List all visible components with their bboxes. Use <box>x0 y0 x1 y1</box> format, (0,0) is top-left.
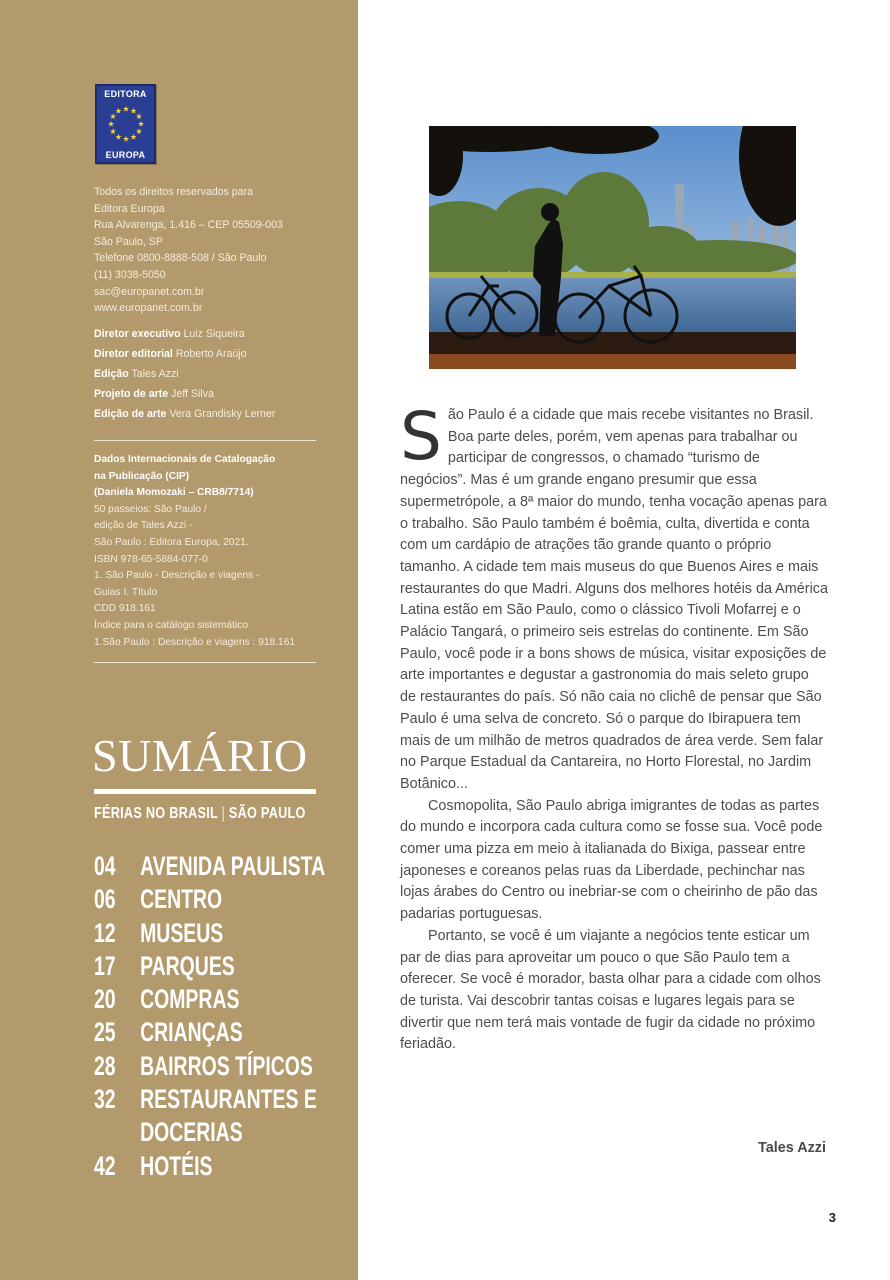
logo-bottom-text: EUROPA <box>105 150 146 160</box>
credit-role: Edição <box>94 368 129 380</box>
star-icon <box>115 134 121 140</box>
summary-subtitle <box>94 805 306 823</box>
editora-europa-logo <box>95 84 156 164</box>
star-icon <box>110 128 116 134</box>
toc-label: HOTÉIS <box>140 1150 213 1181</box>
credit-role: Diretor editorial <box>94 348 173 360</box>
toc-item[interactable] <box>94 1150 354 1183</box>
credit-line <box>94 344 324 364</box>
imprint-email: sac@europanet.com.br <box>94 285 205 298</box>
imprint-line: São Paulo, SP <box>94 235 163 248</box>
toc-item[interactable] <box>94 917 354 950</box>
logo-top-text: EDITORA <box>104 89 147 99</box>
imprint-line: Editora Europa <box>94 202 165 215</box>
star-icon <box>110 113 116 119</box>
credit-role: Diretor executivo <box>94 328 181 340</box>
credit-role: Projeto de arte <box>94 388 169 400</box>
toc-page-number: 06 <box>94 884 116 915</box>
toc-page-number: 28 <box>94 1050 116 1081</box>
toc-label-continued: DOCERIAS <box>140 1117 243 1148</box>
article-body <box>400 398 828 1056</box>
cip-line: São Paulo : Editora Europa, 2021. <box>94 536 249 548</box>
toc-page-number: 17 <box>94 950 116 981</box>
cip-line: edição de Tales Azzi - <box>94 520 193 532</box>
divider <box>94 662 316 663</box>
drop-cap: S <box>400 398 442 475</box>
article-paragraph <box>400 398 828 796</box>
cip-line: 50 passeios: São Paulo / <box>94 503 207 515</box>
imprint-line: Telefone 0800-8888-508 / São Paulo <box>94 252 267 265</box>
credit-line <box>94 384 324 404</box>
divider <box>94 440 316 441</box>
page-number: 3 <box>828 1210 836 1225</box>
cip-block <box>94 452 324 651</box>
summary-title: SUMÁRIO <box>92 730 308 781</box>
toc-page-number: 32 <box>94 1084 116 1115</box>
imprint-line: Rua Alvarenga, 1.416 – CEP 05509-003 <box>94 219 283 232</box>
star-icon <box>136 128 142 134</box>
credit-name: Jeff Silva <box>171 388 214 400</box>
toc-label: MUSEUS <box>140 917 224 948</box>
star-icon <box>136 113 142 119</box>
credit-line <box>94 364 324 384</box>
star-icon <box>115 108 121 114</box>
credit-line <box>94 324 324 344</box>
toc-label: COMPRAS <box>140 984 240 1015</box>
toc-page-number: 20 <box>94 984 116 1015</box>
cyclist-head <box>541 203 559 221</box>
toc-page-number: 25 <box>94 1017 116 1048</box>
toc-label: RESTAURANTES E <box>140 1084 317 1115</box>
cip-line: CDD 918.161 <box>94 603 156 615</box>
cip-line: 1.São Paulo : Descrição e viagens : 918.161 <box>94 636 296 648</box>
cip-line: Índice para o catálogo sistemático <box>94 619 249 631</box>
ibirapuera-park-photo <box>429 126 796 369</box>
cip-librarian: (Daniela Momozaki – CRB8/7714) <box>94 487 254 499</box>
sunlit-path <box>429 354 796 369</box>
summary-subtitle-left: FÉRIAS NO BRASIL <box>94 805 218 822</box>
cip-line: Guias I. Título <box>94 586 158 598</box>
toc-label: CRIANÇAS <box>140 1017 243 1048</box>
credits-block <box>94 324 324 424</box>
toc-item[interactable] <box>94 1050 354 1083</box>
toc-page-number: 42 <box>94 1150 116 1181</box>
star-icon <box>130 108 136 114</box>
toc-label: AVENIDA PAULISTA <box>140 851 326 881</box>
toc-item[interactable] <box>94 883 354 916</box>
toc-item[interactable] <box>94 1016 354 1049</box>
toc-page-number: 04 <box>94 851 116 881</box>
toc-item[interactable] <box>94 1083 354 1150</box>
imprint-line: Todos os direitos reservados para <box>94 186 253 198</box>
credit-name: Tales Azzi <box>131 368 179 380</box>
credit-line <box>94 404 324 424</box>
summary-subtitle-separator: | <box>221 805 226 822</box>
cip-line: ISBN 978-65-5884-077-0 <box>94 553 208 565</box>
summary-subtitle-right: SÃO PAULO <box>228 805 306 822</box>
eu-stars-icon <box>106 100 146 148</box>
imprint-website: www.europanet.com.br <box>94 302 203 315</box>
credit-role: Edição de arte <box>94 408 167 420</box>
credit-name: Roberto Araújo <box>175 348 247 360</box>
toc-label: CENTRO <box>140 884 223 915</box>
star-icon <box>108 121 114 127</box>
star-icon <box>123 136 129 142</box>
author-signature: Tales Azzi <box>758 1140 826 1156</box>
table-of-contents <box>94 850 354 1183</box>
toc-item[interactable] <box>94 950 354 983</box>
article-paragraph: Cosmopolita, São Paulo abriga imigrantes de todas as partes do mundo e incorpora cada cultura como se fosse sua. Você pode comer uma pizza em meio à italianada do Bixiga, passear entre japoneses e coreanos pelas ruas da Liberdade, pechinchar nas lojas árabes do Centro ou inebriar-se com o cheirinho de pão das padarias portuguesas. <box>400 797 823 923</box>
article-paragraph: Portanto, se você é um viajante a negócios tente esticar um par de dias para aproveitar um pouco o que São Paulo tem a oferecer. Se você é morador, basta olhar para a cidade com olhos de turista. Vai descobrir tantas coisas e lugares legais para se divertir que nem terá mais vontade de fugir da cidade no próximo feriadão. <box>400 927 821 1053</box>
imprint-line: (11) 3038-5050 <box>94 268 166 281</box>
article-paragraph-text: ão Paulo é a cidade que mais recebe visitantes no Brasil. Boa parte deles, porém, vem apenas para trabalhar ou participar de congressos, o chamado “turismo de negócios”. Mas é um grande engano presumir que essa supermetrópole, a 8ª maior do mundo, tenha vocação apenas para o trabalho. São Paulo também é boêmia, culta, divertida e conta com um cardápio de atrações tão grande quanto o próprio tamanho. A cidade tem mais museus do que Buenos Aires e mais restaurantes do que Madri. Alguns dos melhores hotéis da América Latina estão em São Paulo, como o clássico Tivoli Mofarrej e o Palácio Tangará, o primeiro seis estrelas do continente. Em São Paulo, você pode ir a bons shows de música, visitar exposições de arte importantes e degustar a gastronomia do mais seleto grupo de restaurantes do país. Só não caia no clichê de pensar que São Paulo é uma selva de concreto. Só o parque do Ibirapuera tem mais de um milhão de metros quadrados de área verde. Sem falar no Parque Estadual da Cantareira, no Horto Florestal, no Jardim Botânico... <box>400 407 828 792</box>
star-icon <box>130 134 136 140</box>
credit-name: Vera Grandisky Lerner <box>169 408 276 420</box>
summary-title-underline <box>94 789 316 794</box>
cip-line: 1. São Paulo - Descrição e viagens - <box>94 570 260 582</box>
toc-page-number: 12 <box>94 917 116 948</box>
toc-item[interactable] <box>94 983 354 1016</box>
credit-name: Luiz Siqueira <box>183 328 245 340</box>
star-icon <box>138 121 144 127</box>
toc-label: PARQUES <box>140 950 235 981</box>
sidebar <box>0 0 358 1280</box>
imprint-block <box>94 184 324 317</box>
toc-label: BAIRROS TÍPICOS <box>140 1050 313 1081</box>
star-icon <box>123 106 129 112</box>
cip-heading: na Publicação (CIP) <box>94 470 190 482</box>
toc-item[interactable] <box>94 850 354 883</box>
cip-heading: Dados Internacionais de Catalogação <box>94 454 276 465</box>
